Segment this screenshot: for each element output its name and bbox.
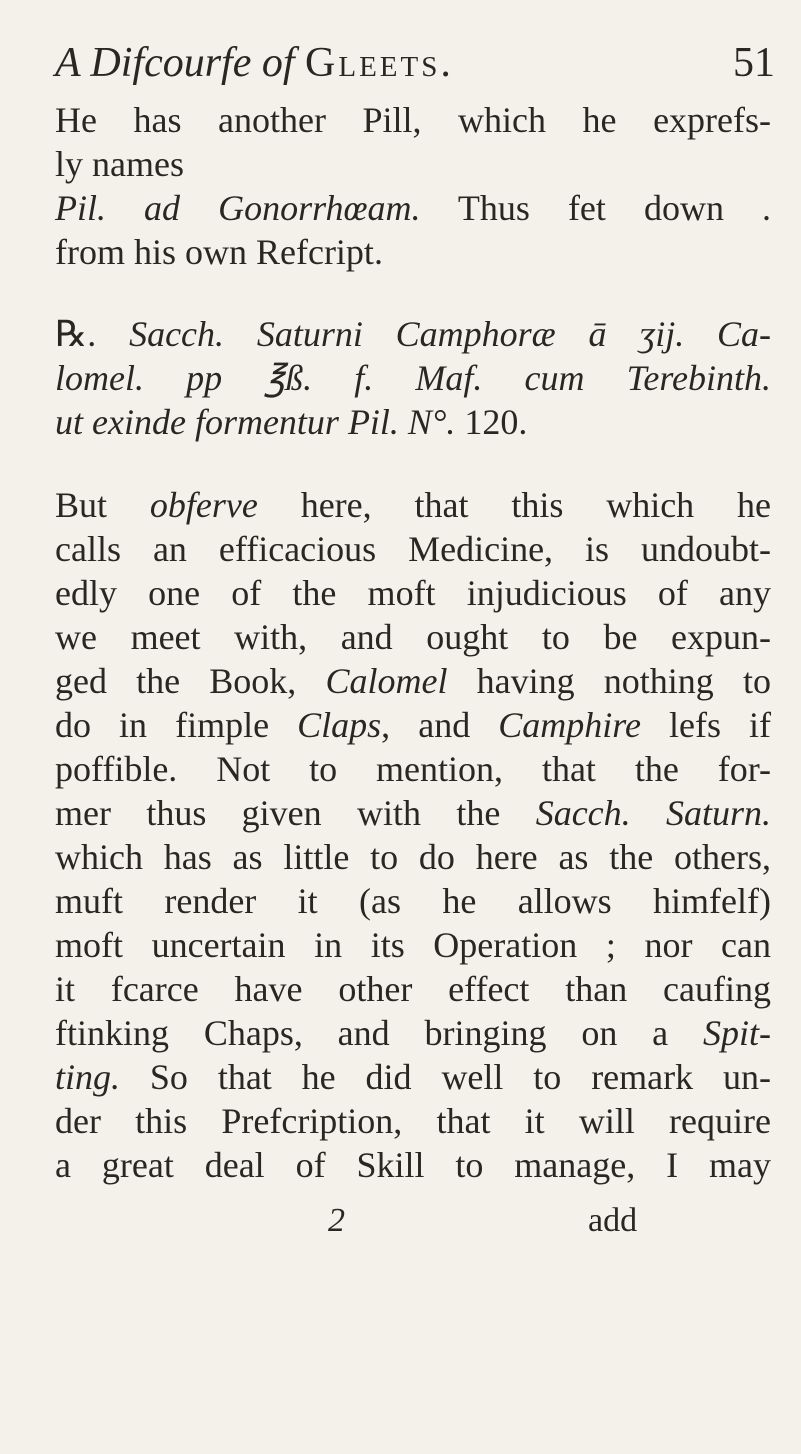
text-line	[55, 230, 383, 274]
text-span-italic: Claps	[297, 705, 382, 745]
text-span: 120.	[464, 402, 528, 442]
text-span: mer thus given with the	[55, 793, 501, 833]
text-span: do in fimple	[55, 705, 270, 745]
signature-mark: 2	[328, 1202, 345, 1239]
running-head	[55, 38, 775, 88]
text-line	[55, 615, 771, 659]
text-line	[55, 571, 771, 615]
text-span-italic: Camphire	[498, 705, 641, 745]
text-line	[55, 186, 771, 230]
text-line	[55, 142, 184, 186]
text-line	[55, 1055, 771, 1099]
text-line	[55, 1011, 771, 1055]
text-line	[55, 659, 771, 703]
text-span: Thus fet down .	[457, 188, 772, 228]
text-line	[55, 835, 771, 879]
text-span: having nothing to	[476, 661, 771, 701]
prescription-line	[55, 400, 527, 444]
text-span-italic: Sacch. Saturn.	[535, 793, 772, 833]
text-line	[55, 1099, 771, 1143]
text-span: we meet with, and ought to be expun-	[55, 617, 771, 657]
text-span: ged the Book,	[55, 661, 297, 701]
text-span: ftinking Chaps, and bringing on a	[55, 1013, 669, 1053]
text-span-italic: obferve	[149, 485, 258, 525]
text-line	[55, 527, 771, 571]
text-span: calls an efficacious Medicine, is undoubt-	[55, 529, 771, 569]
text-span: , and	[381, 705, 471, 745]
text-span: here, that this which he	[300, 485, 772, 525]
catchword: add	[588, 1202, 638, 1239]
text-span: it fcarce have other effect than caufing	[55, 969, 771, 1009]
text-span: ly names	[55, 144, 184, 184]
title-italic-part: A Difcourfe	[55, 40, 252, 86]
text-span: muft render it (as he allows himfelf)	[55, 881, 771, 921]
text-line	[55, 923, 771, 967]
text-span: poffible. Not to mention, that the for-	[55, 749, 771, 789]
text-line	[55, 791, 771, 835]
text-line	[55, 1143, 771, 1187]
text-span: which has as little to do here as the others,	[55, 837, 771, 877]
text-line	[55, 747, 771, 791]
prescription-line	[55, 312, 771, 356]
text-span: edly one of the moft injudicious of any	[55, 573, 771, 613]
text-span: from his own Refcript.	[55, 232, 383, 272]
text-span-italic: ting.	[55, 1057, 121, 1097]
text-span: So that he did well to remark un-	[149, 1057, 772, 1097]
text-span-italic: Spit-	[703, 1013, 771, 1053]
text-span-italic: lomel. pp ℥ß. f. Maf. cum Terebinth.	[55, 358, 771, 398]
recipe-symbol: ℞.	[55, 314, 97, 354]
text-span: moft uncertain in its Operation ; nor can	[55, 925, 771, 965]
text-line	[55, 98, 771, 142]
text-span-italic: ut exinde formentur Pil. N°.	[55, 402, 456, 442]
text-line	[55, 967, 771, 1011]
text-span: lefs if	[669, 705, 772, 745]
text-span-italic: Sacch. Saturni Camphoræ ā ʒij. Ca-	[129, 314, 772, 354]
text-span: der this Prefcription, that it will require	[55, 1101, 771, 1141]
text-span: a great deal of Skill to manage, I may	[55, 1145, 771, 1185]
title-of: of	[261, 40, 295, 86]
text-span: But	[55, 485, 108, 525]
prescription-line	[55, 356, 771, 400]
text-span-italic: Calomel	[325, 661, 448, 701]
text-line	[55, 703, 771, 747]
title-caps: Gleets.	[305, 40, 454, 86]
text-line	[55, 879, 771, 923]
text-span-italic: Pil. ad Gonorrhœam.	[55, 188, 421, 228]
text-line	[55, 483, 771, 527]
page-number: 51	[733, 40, 775, 86]
text-span: He has another Pill, which he exprefs-	[55, 100, 771, 140]
running-head-title	[55, 38, 454, 88]
